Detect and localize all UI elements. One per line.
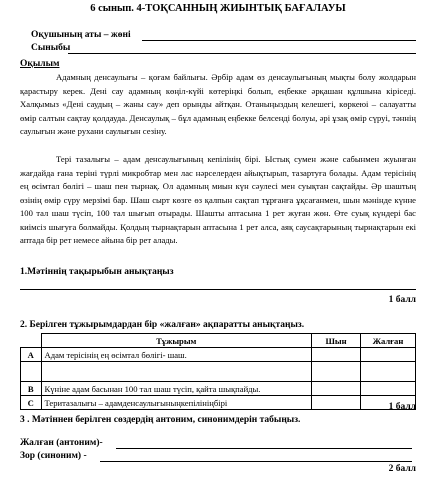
- table-row: [21, 382, 416, 396]
- row-statement: Күніне адам басынан 100 тал шаш түсіп, қайта шықпайды.: [41, 382, 312, 396]
- synonym-answer-line[interactable]: [100, 461, 412, 462]
- task1-points: 1 балл: [388, 295, 416, 305]
- false-cell[interactable]: [361, 348, 416, 362]
- class-line[interactable]: [68, 53, 416, 54]
- header-false: Жалған: [361, 334, 416, 348]
- table-row: [21, 362, 416, 382]
- task2-points: 1 балл: [388, 402, 416, 412]
- false-cell[interactable]: [361, 362, 416, 382]
- student-name-label: Оқушының аты – жөні: [31, 30, 131, 40]
- row-statement: Теритазалығы – адамденсаулығыныңкепілініңбірі: [41, 396, 312, 410]
- row-label: [21, 362, 42, 382]
- row-label: В: [21, 382, 42, 396]
- statements-table: [20, 333, 416, 410]
- false-cell[interactable]: [361, 382, 416, 396]
- task1-answer-line[interactable]: [20, 289, 416, 290]
- task3-title: 3 . Мәтіннен берілген сөздердің антоним, синонимдерін табыңыз.: [20, 415, 301, 425]
- student-name-line[interactable]: [142, 40, 416, 41]
- table-row: [21, 348, 416, 362]
- paragraph-2: Тері тазалығы – адам денсаулығының кепілінің бірі. Ыстық сумен және сабынмен жуынған жағдайда ғана теріні түрлі микробтар мен лас нәрселерден айықтырып, тазартуға болады. Адам терісінің ең өсімтал бөлігі – шаш пен тырнақ. Ол адамның миын күн сәулесі мен суықтан сақтайды. Әр шаштың өзінің өмір сүру мерзімі бар. Шаш сырт көзге өз қалпын сақтап тұрғанға ұқсағанмен, шын мәнінде күнне 100 тал шаш түсіп, 100 тал шығып отырады. Шашты аптасына 1 рет жуған жөн. Өте суық күндері бас киімсіз шығуға болмайды. Қолдың тырнақтарын аптасына 1 рет алса, аяқ саусақтарының тырнақтарын екі аптада бір рет немесе айына бір рет алады.: [20, 154, 416, 245]
- task3-points: 2 балл: [388, 464, 416, 474]
- synonym-label: Зор (синоним) -: [20, 451, 87, 461]
- class-label: Сыныбы: [31, 43, 71, 53]
- paragraph-1: Адамның денсаулығы – қоғам байлығы. Әрбір адам өз денсаулығының мықты болу жолдарын қарастыру керек. Дені сау адамның көңіл-күйі көтеріңкі болып, еңбекке әрқашан құлшына кіріседі. Халқымыз «Дені саудың – жаны сау» деп орынды айтқан. Отаныңыздың келешегі, көркеюі – салауатты өмір салтын сақтау қолдауда. Денсаулық – бұл адамның еңбекке белсенді болуы, әрі ұзақ өмір сүруі, тәннің саулығын және рухани саулығын сезіну.: [20, 72, 416, 136]
- row-label: С: [21, 396, 42, 410]
- table-header-row: [21, 334, 416, 348]
- row-label: А: [21, 348, 42, 362]
- header-statement: Тұжырым: [41, 334, 312, 348]
- row-statement: [41, 362, 312, 382]
- true-cell[interactable]: [312, 382, 361, 396]
- task2-title: 2. Берілген тұжырымдардан бір «жалған» ақпаратты анықтаңыз.: [20, 320, 305, 330]
- header-true: Шын: [312, 334, 361, 348]
- page-title: 6 сынып. 4-ТОҚСАННЫҢ ЖИЫНТЫҚ БАҒАЛАУЫ: [90, 3, 346, 14]
- true-cell[interactable]: [312, 348, 361, 362]
- reading-heading: Оқылым: [20, 59, 60, 69]
- row-statement: Адам терісінің ең өсімтал бөлігі- шаш.: [41, 348, 312, 362]
- antonym-answer-line[interactable]: [116, 448, 412, 449]
- antonym-label: Жалған (антоним)-: [20, 438, 103, 448]
- task1-title: 1.Мәтіннің тақырыбын анықтаңыз: [20, 267, 174, 277]
- true-cell[interactable]: [312, 362, 361, 382]
